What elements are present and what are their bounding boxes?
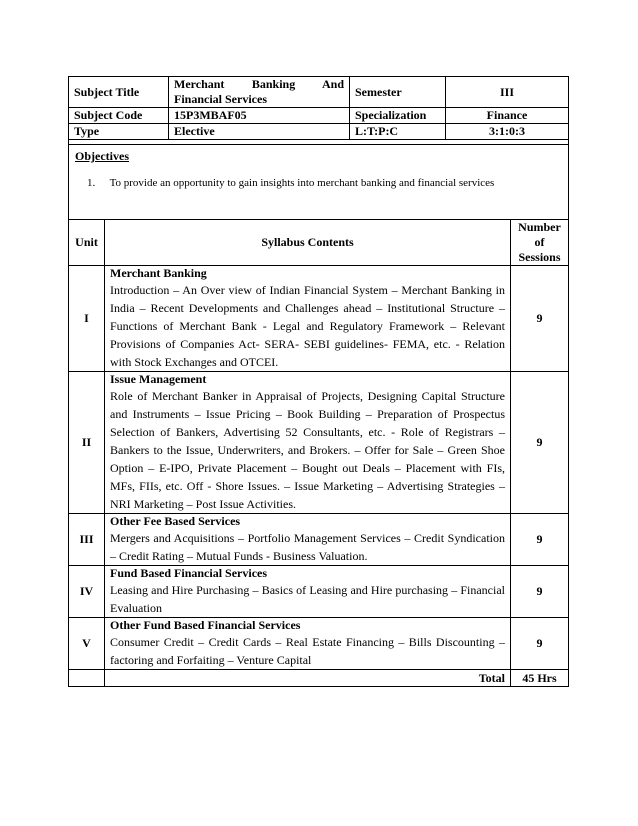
unit-column-header: Unit xyxy=(69,220,105,266)
unit-text: Role of Merchant Banker in Appraisal of Projects, Designing Capital Structure and Instruments – Issue Pricing – Book Building – Preparation of Prospectus Selection of Bankers, Advertising 52 Consultants, etc. - Role of Registrars –Bankers to the Issue, Underwriters, and Brokers. – Offer for Sale – Green Shoe Option – E-IPO, Private Placement – Bought out Deals – Placement with FIs, MFs, FIIs, etc. Off - Shore Issues. – Issue Marketing – Advertising Strategies – NRI Marketing – Post Issue Activities. xyxy=(110,389,505,511)
unit-sessions: 9 xyxy=(511,266,569,372)
unit-number: V xyxy=(69,618,105,670)
unit-row xyxy=(69,514,569,566)
subject-title-row xyxy=(69,77,569,108)
specialization-label: Specialization xyxy=(350,108,446,124)
objectives-cell xyxy=(69,145,569,220)
unit-title: Issue Management xyxy=(110,372,207,386)
subject-code-value: 15P3MBAF05 xyxy=(169,108,350,124)
unit-number: III xyxy=(69,514,105,566)
unit-content xyxy=(105,514,511,566)
total-row xyxy=(69,670,569,687)
course-info-table xyxy=(68,76,569,220)
ltpc-value: 3:1:0:3 xyxy=(446,124,569,140)
total-label: Total xyxy=(105,670,511,687)
unit-number: II xyxy=(69,372,105,514)
unit-sessions: 9 xyxy=(511,372,569,514)
unit-sessions: 9 xyxy=(511,566,569,618)
unit-number: IV xyxy=(69,566,105,618)
unit-row xyxy=(69,372,569,514)
subject-code-row xyxy=(69,108,569,124)
sessions-column-header: Number of Sessions xyxy=(511,220,569,266)
objective-item xyxy=(75,176,562,191)
unit-title: Other Fee Based Services xyxy=(110,514,241,528)
objective-number: 1. xyxy=(87,177,96,189)
unit-number: I xyxy=(69,266,105,372)
unit-sessions: 9 xyxy=(511,618,569,670)
syllabus-header-row xyxy=(69,220,569,266)
unit-content xyxy=(105,266,511,372)
unit-text: Introduction – An Over view of Indian Financial System – Merchant Banking in India – Recent Developments and Challenges ahead – Institutional Structure – Functions of Merchant Bank - Legal and Regulatory Framework – Relevant Provisions of Companies Act- SERA- SEBI guidelines- FEMA, etc. - Relation with Stock Exchanges and OTCEI. xyxy=(110,283,505,369)
subject-title-value: Merchant Banking And Financial Services xyxy=(169,77,350,108)
unit-row xyxy=(69,266,569,372)
unit-text: Consumer Credit – Credit Cards – Real Estate Financing – Bills Discounting – factoring and Forfaiting – Venture Capital xyxy=(110,635,505,667)
unit-title: Merchant Banking xyxy=(110,266,207,280)
type-row xyxy=(69,124,569,140)
specialization-value: Finance xyxy=(446,108,569,124)
objective-text: To provide an opportunity to gain insights into merchant banking and financial services xyxy=(109,177,495,189)
unit-content xyxy=(105,566,511,618)
unit-content xyxy=(105,618,511,670)
unit-text: Leasing and Hire Purchasing – Basics of Leasing and Hire purchasing – Financial Evaluation xyxy=(110,583,505,615)
type-label: Type xyxy=(69,124,169,140)
semester-value: III xyxy=(446,77,569,108)
unit-content xyxy=(105,372,511,514)
syllabus-page xyxy=(68,76,568,687)
unit-sessions: 9 xyxy=(511,514,569,566)
unit-title: Fund Based Financial Services xyxy=(110,566,268,580)
contents-column-header: Syllabus Contents xyxy=(105,220,511,266)
syllabus-table xyxy=(68,220,569,687)
unit-row xyxy=(69,566,569,618)
unit-title: Other Fund Based Financial Services xyxy=(110,618,301,632)
subject-title-label: Subject Title xyxy=(69,77,169,108)
total-value: 45 Hrs xyxy=(511,670,569,687)
ltpc-label: L:T:P:C xyxy=(350,124,446,140)
total-empty-cell xyxy=(69,670,105,687)
unit-text: Mergers and Acquisitions – Portfolio Management Services – Credit Syndication – Credit Rating – Mutual Funds - Business Valuation. xyxy=(110,531,505,563)
objectives-row xyxy=(69,145,569,220)
type-value: Elective xyxy=(169,124,350,140)
semester-label: Semester xyxy=(350,77,446,108)
unit-row xyxy=(69,618,569,670)
objectives-heading: Objectives xyxy=(75,149,129,163)
subject-code-label: Subject Code xyxy=(69,108,169,124)
